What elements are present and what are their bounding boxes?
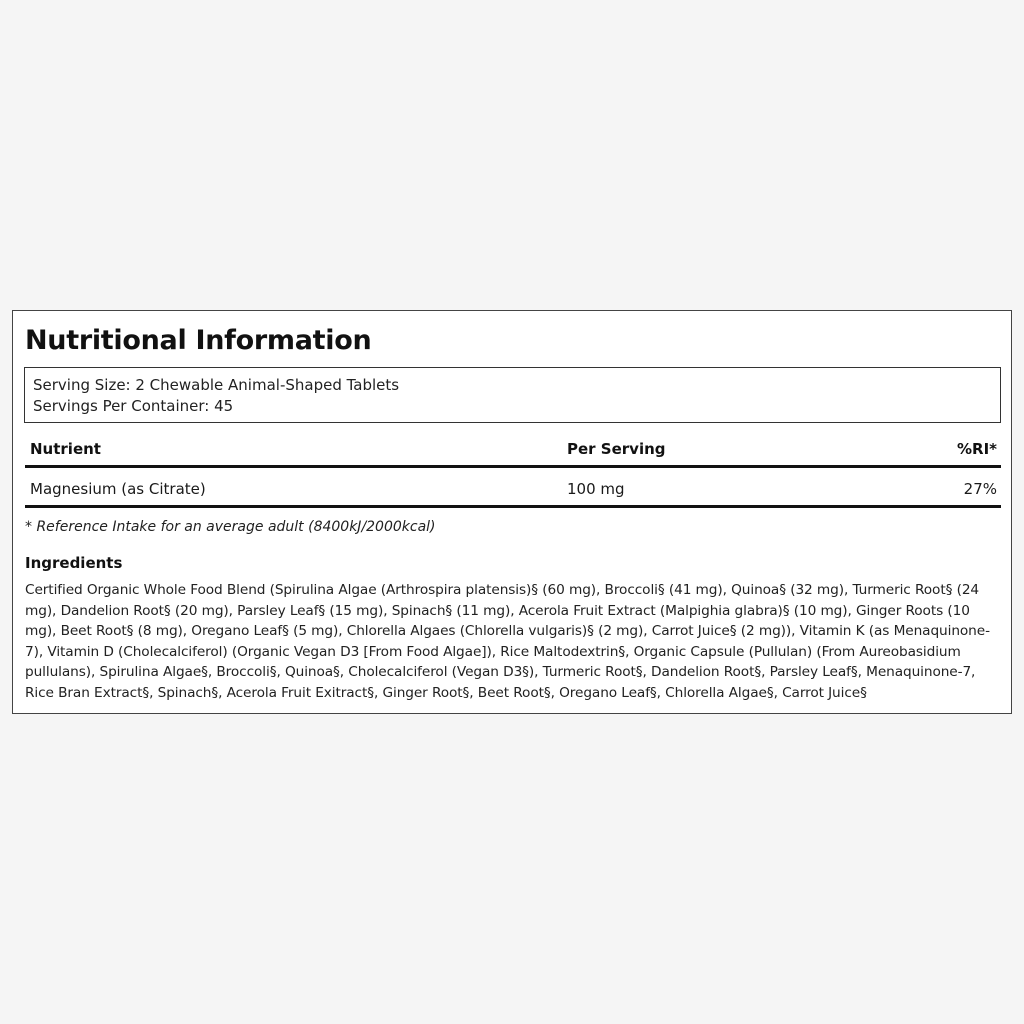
nutrient-table (25, 437, 1001, 508)
serving-size: Serving Size: 2 Chewable Animal-Shaped Tablets (33, 376, 400, 394)
table-row (25, 477, 1001, 505)
ingredients-text: Certified Organic Whole Food Blend (Spirulina Algae (Arthrospira platensis)§ (60 mg), Broccoli§ (41 mg), Quinoa§ (32 mg), Turmeric Root§ (24 mg), Dandelion Root§ (20 mg), Parsley Leaf§ (15 mg), Spinach§ (11 mg), Acerola Fruit Extract (Malpighia glabra)§ (10 mg), Ginger Roots (10 mg), Beet Root§ (8 mg), Oregano Leaf§ (5 mg), Chlorella Algaes (Chlorella vulgaris)§ (2 mg), Carrot Juice§ (2 mg)), Vitamin K (as Menaquinone-7), Vitamin D (Cholecalciferol) (Organic Vegan D3 [From Food Algae]), Rice Maltodextrin§, Organic Capsule (Pullulan) (From Aureobasidium pullulans), Spirulina Algae§, Broccoli§, Quinoa§, Cholecalciferol (Vegan D3§), Turmeric Root§, Dandelion Root§, Parsley Leaf§, Menaquinone-7, Rice Bran Extract§, Spinach§, Acerola Fruit Exitract§, Ginger Root§, Beet Root§, Oregano Leaf§, Chlorella Algae§, Carrot Juice§ (25, 582, 990, 701)
panel-title: Nutritional Information (25, 325, 372, 356)
nutrient-name: Magnesium (as Citrate) (30, 480, 206, 498)
table-header-row (25, 437, 1001, 465)
header-ri: %RI* (956, 440, 997, 458)
serving-info-box (24, 367, 1001, 423)
servings-per-container: Servings Per Container: 45 (33, 397, 234, 415)
nutrition-panel (12, 310, 1012, 714)
table-bottom-divider (25, 505, 1001, 508)
nutrient-amount: 100 mg (567, 480, 625, 498)
ingredients-heading: Ingredients (25, 554, 123, 572)
reference-intake-footnote: * Reference Intake for an average adult (8400kJ/2000kcal) (25, 519, 436, 535)
header-per-serving: Per Serving (567, 440, 666, 458)
header-divider (25, 465, 1001, 468)
header-nutrient: Nutrient (30, 440, 101, 458)
nutrient-ri: 27% (963, 480, 997, 498)
